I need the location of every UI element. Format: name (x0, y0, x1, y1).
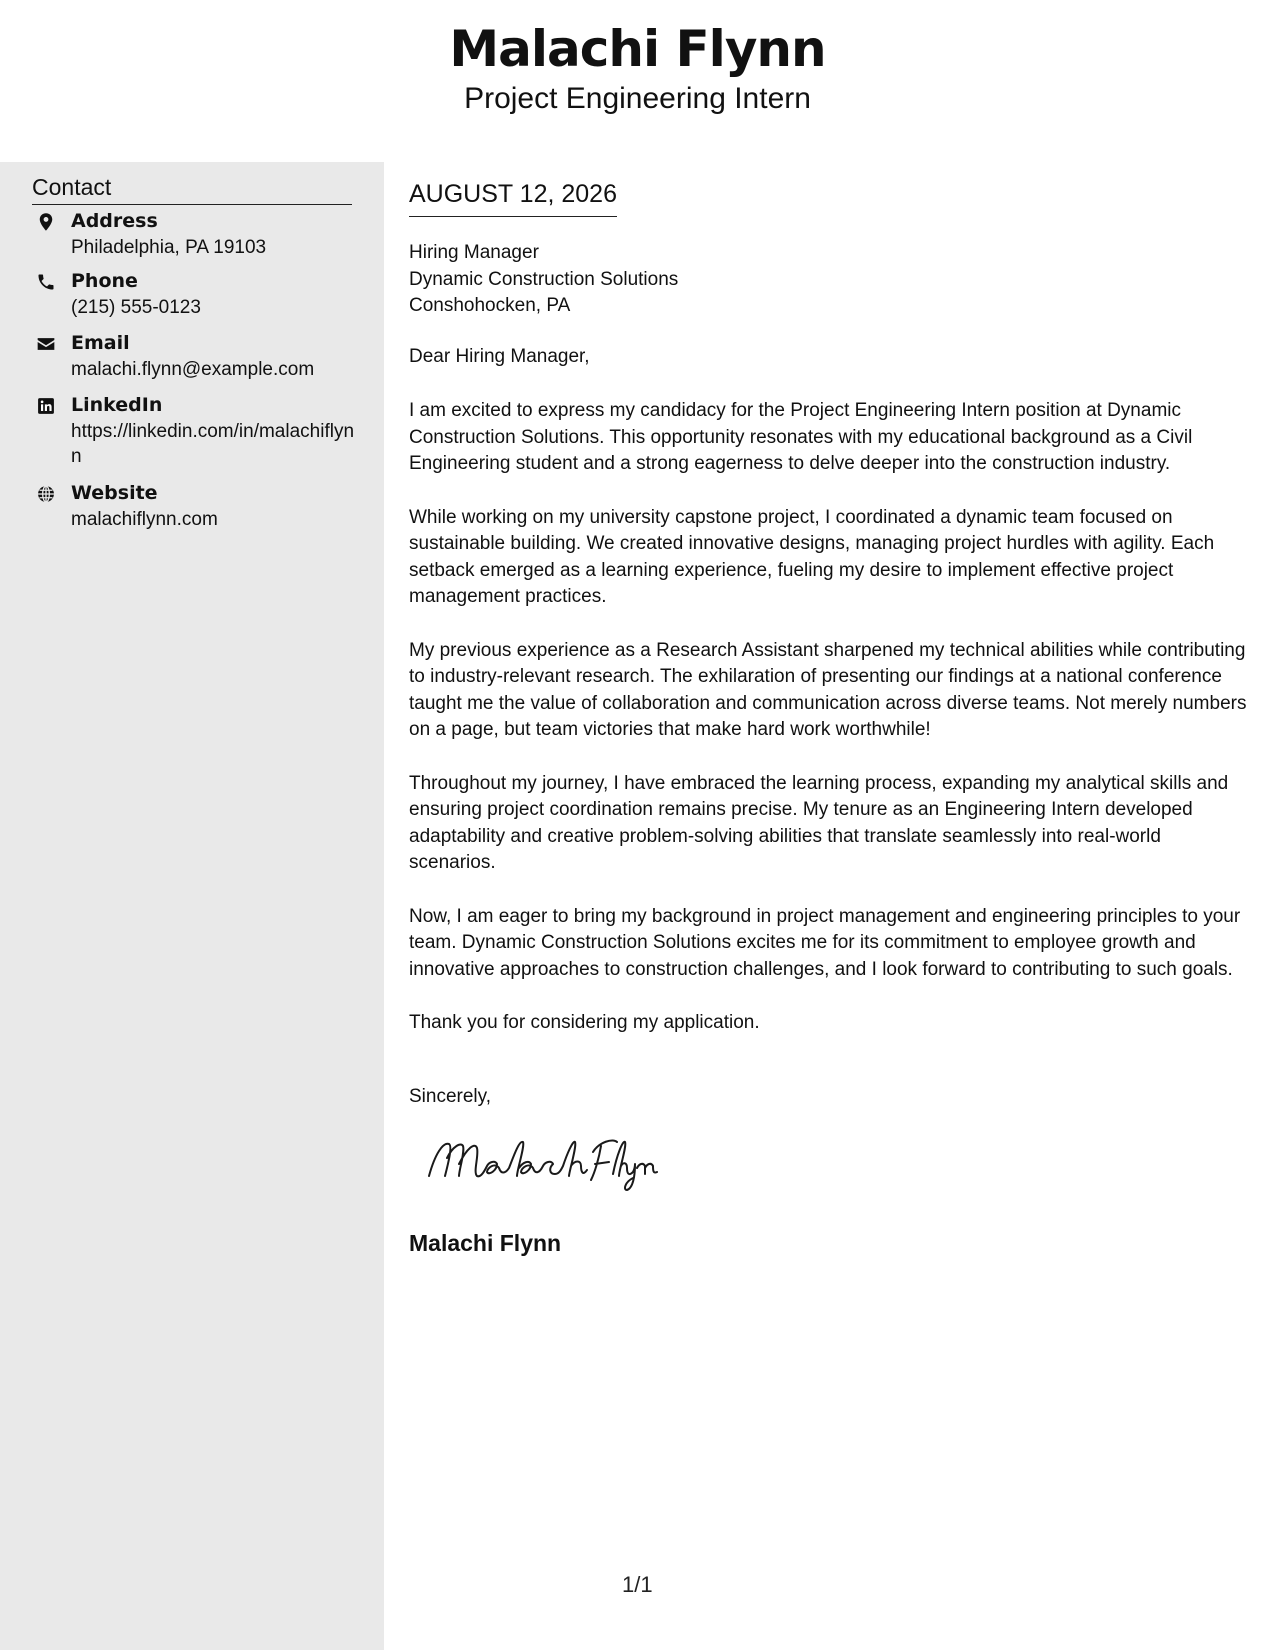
address-label: Address (71, 210, 158, 232)
recipient-company: Dynamic Construction Solutions (409, 268, 679, 290)
applicant-role: Project Engineering Intern (464, 82, 811, 115)
recipient-location: Conshohocken, PA (409, 295, 571, 316)
website-value[interactable]: malachiflynn.com (71, 509, 218, 530)
letter-date: AUGUST 12, 2026 (409, 180, 617, 217)
closing: Sincerely, (409, 1086, 492, 1107)
greeting: Dear Hiring Manager, (409, 346, 590, 367)
paragraph: While working on my university capstone project, I coordinated a dynamic team focused on sustainable building. We created innovative designs, managing project hurdles with agility. Each setback emerged as a learning experience, fueling my desire to implement effective project management practices. (409, 506, 1215, 607)
globe-icon (36, 484, 56, 504)
linkedin-label: LinkedIn (71, 394, 163, 416)
phone-icon (36, 272, 56, 292)
paragraph: I am excited to express my candidacy for the Project Engineering Intern position at Dynamic Construction Solutions. This opportunity resonates with my educational background as a Civil Engineering student and a strong eagerness to delve deeper into the construction industry. (409, 400, 1193, 474)
page-number: 1/1 (622, 1572, 653, 1597)
contact-sidebar (0, 162, 384, 1650)
contact-heading: Contact (32, 174, 352, 205)
letter-paragraphs (409, 398, 1249, 1064)
map-pin-icon (36, 212, 56, 232)
envelope-icon (36, 334, 56, 354)
phone-label: Phone (71, 270, 138, 292)
website-label: Website (71, 482, 158, 504)
recipient-title: Hiring Manager (409, 242, 539, 263)
email-label: Email (71, 332, 130, 354)
signer-name: Malachi Flynn (409, 1230, 562, 1256)
linkedin-value[interactable]: https://linkedin.com/in/malachiflynn (71, 421, 355, 467)
paragraph: Now, I am eager to bring my background in project management and engineering principles to your team. Dynamic Construction Solutions excites me for its commitment to employee growth and innovative approaches to construction challenges, and I look forward to contributing to such goals. (409, 905, 1241, 980)
applicant-name: Malachi Flynn (449, 20, 826, 78)
linkedin-icon (36, 396, 56, 416)
paragraph: Thank you for considering my application. (409, 1012, 760, 1033)
paragraph: My previous experience as a Research Assistant sharpened my technical abilities while contributing to industry-relevant research. The exhilaration of presenting our findings at a national conference taught me the value of collaboration and communication across diverse teams. Not merely numbers on a page, but team victories that make hard work worthwhile! (409, 639, 1247, 740)
handwritten-signature (423, 1124, 663, 1194)
email-value: malachi.flynn@example.com (71, 359, 315, 380)
paragraph: Throughout my journey, I have embraced the learning process, expanding my analytical skills and ensuring project coordination remains precise. My tenure as an Engineering Intern developed adaptability and creative problem-solving abilities that translate seamlessly into real-world scenarios. (409, 772, 1229, 873)
recipient-block (409, 240, 678, 320)
phone-value: (215) 555-0123 (71, 297, 201, 318)
address-value: Philadelphia, PA 19103 (71, 237, 267, 258)
letter-header (0, 0, 1275, 162)
